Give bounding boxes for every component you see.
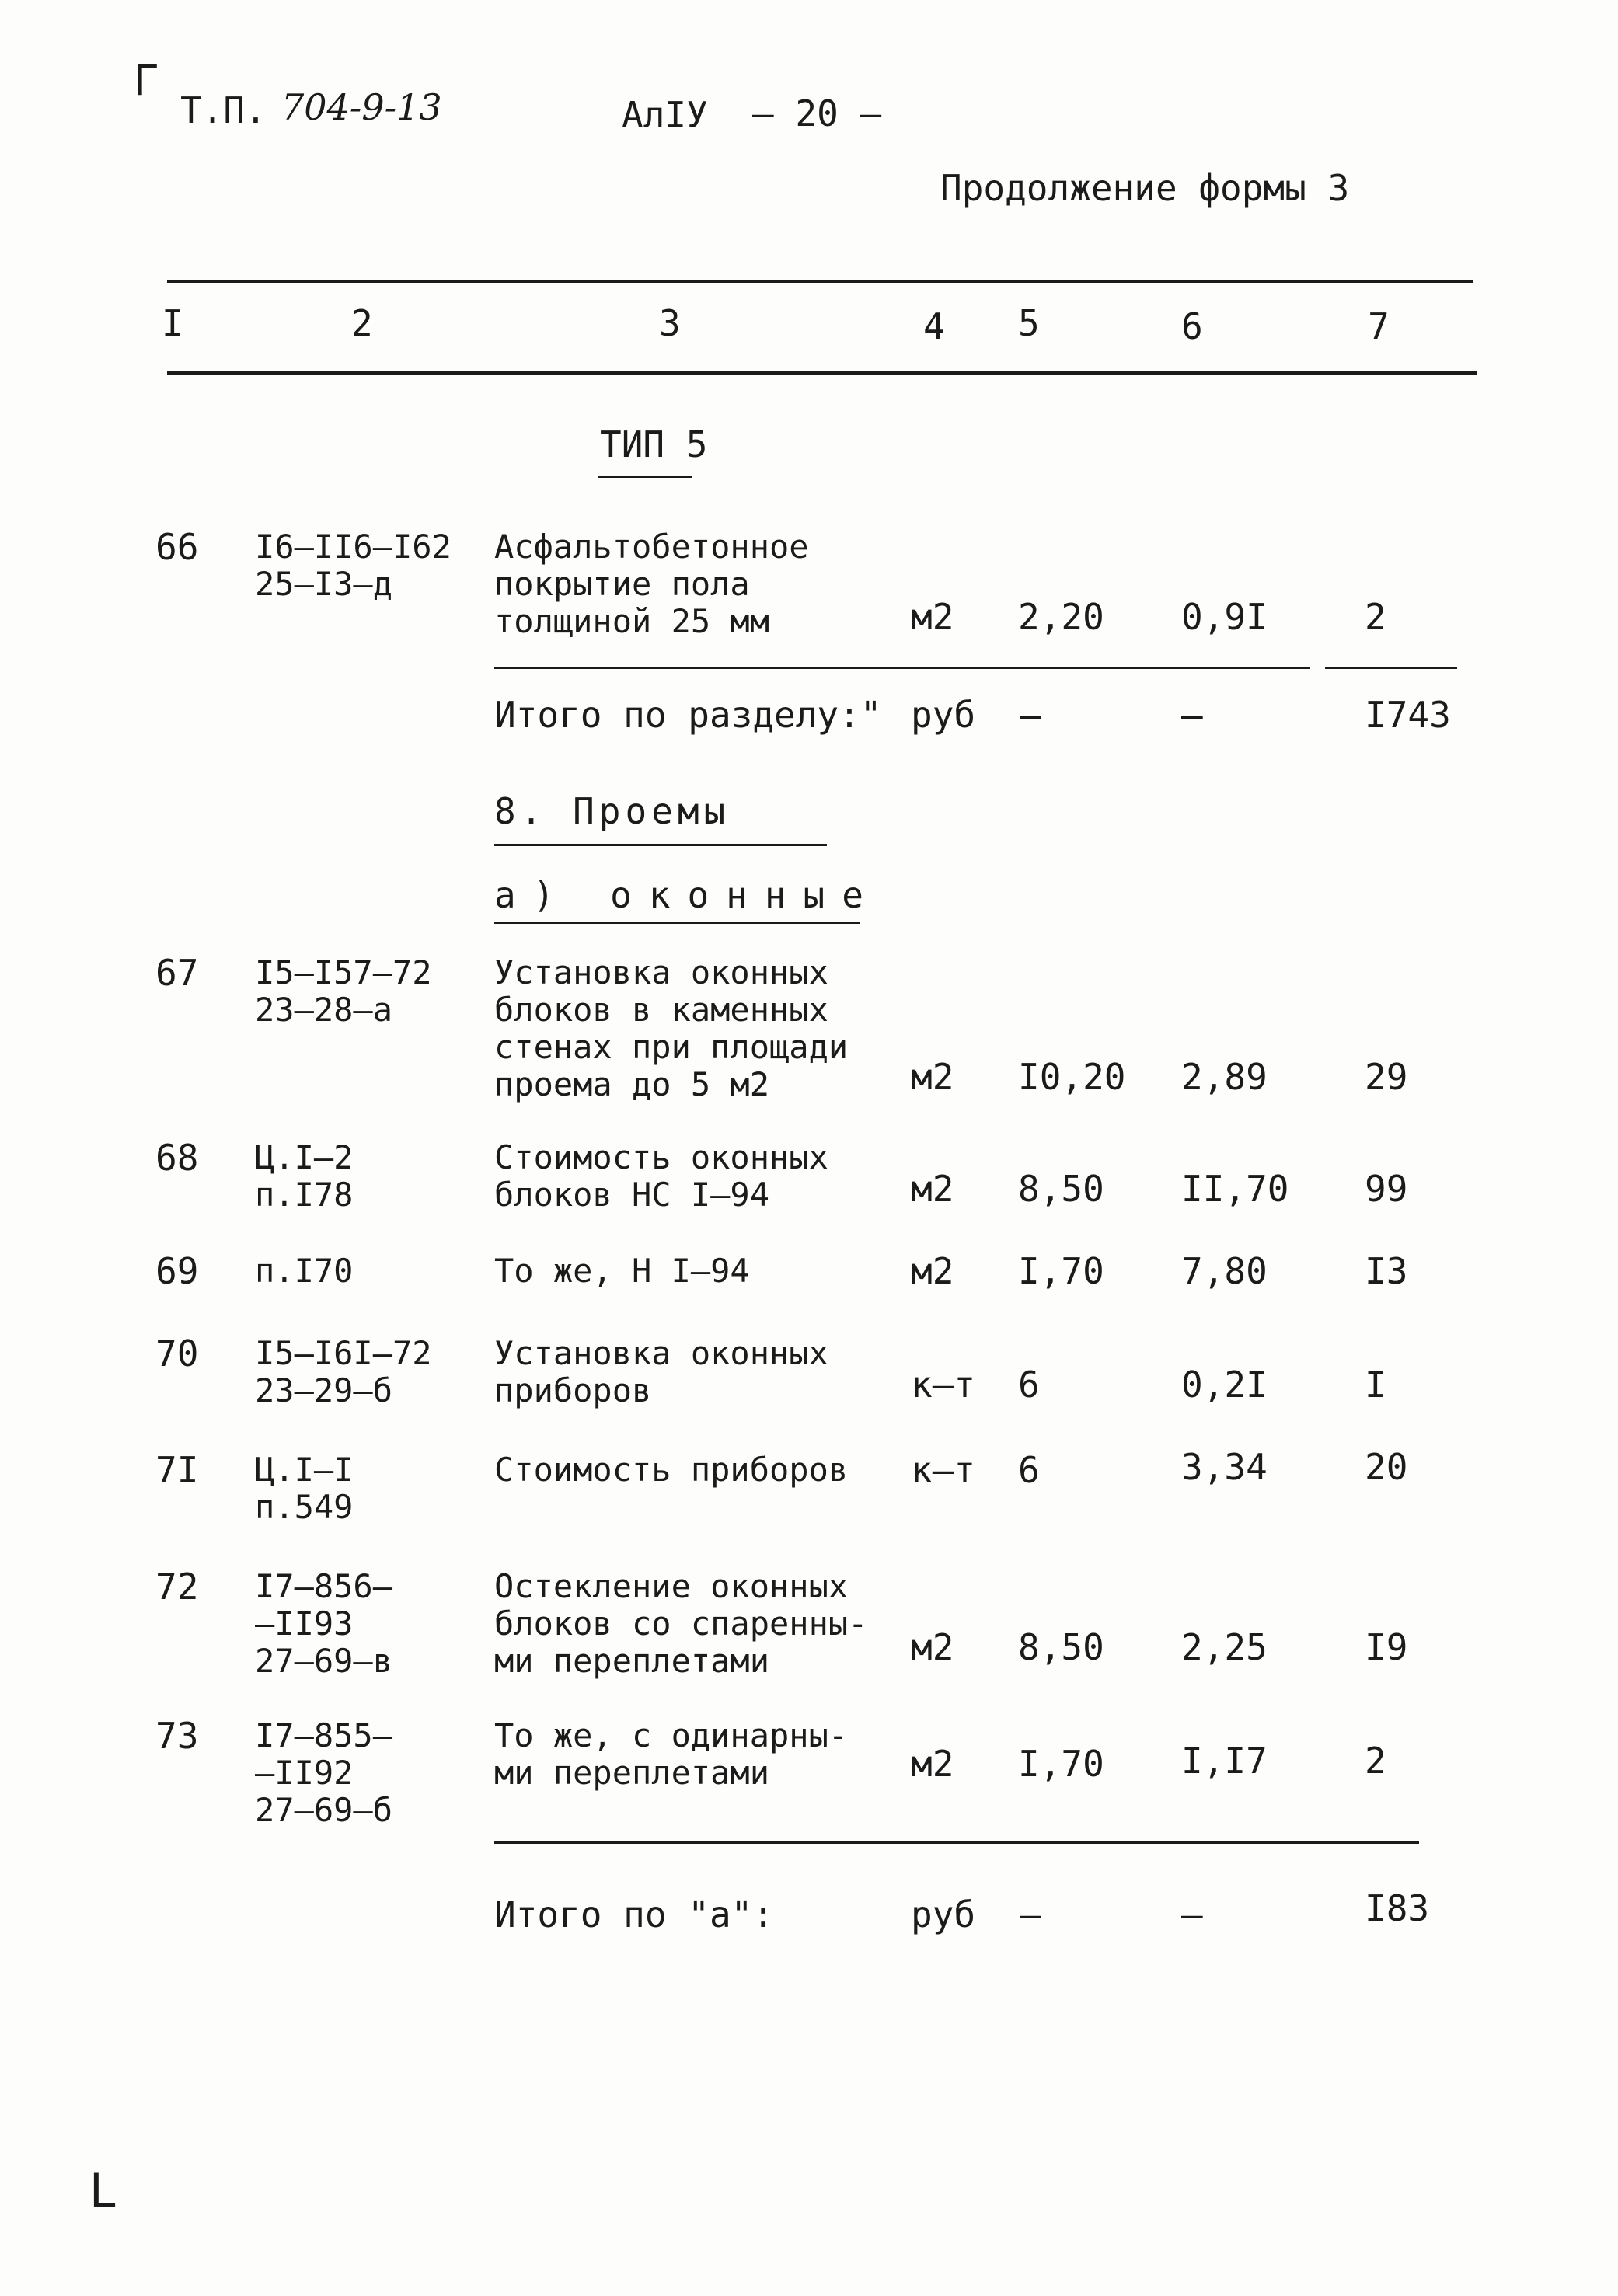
row-number: 68 — [155, 1137, 199, 1179]
subtotal-total: I743 — [1365, 694, 1451, 736]
subtotal-qty: – — [1020, 1894, 1041, 1935]
unit-price: 3,34 — [1181, 1446, 1268, 1488]
row-number: 69 — [155, 1250, 199, 1292]
subtotal-label: Итого по "а": — [494, 1894, 775, 1935]
price-code: Ц.I–I п.549 — [255, 1451, 354, 1526]
unit-price: 2,89 — [1181, 1056, 1268, 1098]
subtotal-rule-1b — [1325, 667, 1457, 669]
subtotal-label: Итого по разделу:" — [494, 694, 882, 736]
unit-price: 2,25 — [1181, 1626, 1268, 1668]
work-description: Установка оконных блоков в каменных стенах при площади проема до 5 м2 — [494, 953, 849, 1103]
subtotal-rule-2 — [494, 1841, 1419, 1844]
row-number: 70 — [155, 1333, 199, 1374]
col-header-1: I — [162, 302, 183, 344]
section-title-underline — [494, 844, 827, 846]
unit: м2 — [911, 1743, 954, 1785]
col-header-2: 2 — [351, 302, 373, 344]
subtotal-price: – — [1181, 1894, 1203, 1935]
price-code: I5–I6I–72 23–29–б — [255, 1334, 432, 1409]
corner-mark-bottom: L — [89, 2164, 116, 2218]
subtotal-qty: – — [1020, 694, 1041, 736]
unit: к–т — [911, 1364, 976, 1406]
total-cost: 29 — [1365, 1056, 1408, 1098]
subtotal-unit: руб — [911, 694, 976, 736]
col-header-6: 6 — [1181, 305, 1203, 347]
type-heading: ТИП 5 — [600, 423, 708, 465]
type-heading-underline — [598, 476, 692, 478]
corner-mark-top: Г — [134, 56, 159, 105]
work-description: Остекление оконных блоков со спаренны- ми переплетами — [494, 1567, 868, 1680]
price-code: I7–855– –II92 27–69–б — [255, 1716, 393, 1829]
unit: м2 — [911, 1250, 954, 1292]
work-description: Асфальтобетонное покрытие пола толщиной 25 мм — [494, 528, 809, 640]
price-code: I6–II6–I62 25–I3–д — [255, 528, 452, 603]
page-number: — 20 — — [752, 92, 882, 134]
unit: м2 — [911, 1168, 954, 1210]
price-code: I7–856– –II93 27–69–в — [255, 1567, 393, 1680]
subsection-title: а) оконные — [494, 874, 880, 916]
work-description: Стоимость приборов — [494, 1451, 849, 1489]
quantity: 8,50 — [1018, 1626, 1104, 1668]
row-number: 72 — [155, 1566, 199, 1608]
col-header-5: 5 — [1018, 302, 1040, 344]
total-cost: 99 — [1365, 1168, 1408, 1210]
doc-number: 704-9-13 — [281, 86, 442, 128]
quantity: 2,20 — [1018, 596, 1104, 638]
doc-prefix: Т.П. — [180, 89, 267, 131]
quantity: I0,20 — [1018, 1056, 1126, 1098]
unit: к–т — [911, 1449, 976, 1491]
price-code: I5–I57–72 23–28–а — [255, 953, 432, 1029]
quantity: 6 — [1018, 1449, 1040, 1491]
unit-price: 0,9I — [1181, 596, 1268, 638]
unit-price: 0,2I — [1181, 1364, 1268, 1406]
unit-price: II,70 — [1181, 1168, 1289, 1210]
album-code: АлIУ — [622, 94, 708, 136]
subtotal-total: I83 — [1365, 1887, 1430, 1929]
subsection-title-underline — [494, 922, 860, 924]
continuation-label: Продолжение формы 3 — [940, 167, 1350, 209]
unit-price: 7,80 — [1181, 1250, 1268, 1292]
header-top-rule — [167, 280, 1473, 283]
row-number: 66 — [155, 526, 199, 568]
unit: м2 — [911, 1056, 954, 1098]
quantity: 6 — [1018, 1364, 1040, 1406]
section-title: 8. Проемы — [494, 790, 731, 832]
work-description: То же, с одинарны- ми переплетами — [494, 1716, 849, 1792]
col-header-3: 3 — [659, 302, 681, 344]
price-code: п.I70 — [255, 1252, 354, 1290]
row-number: 7I — [155, 1449, 199, 1491]
total-cost: 2 — [1365, 1740, 1386, 1782]
row-number: 67 — [155, 952, 199, 994]
subtotal-rule-1 — [494, 667, 1310, 669]
quantity: I,70 — [1018, 1250, 1104, 1292]
col-header-4: 4 — [923, 305, 945, 347]
total-cost: I — [1365, 1364, 1386, 1406]
unit: м2 — [911, 596, 954, 638]
subtotal-unit: руб — [911, 1894, 976, 1935]
work-description: Стоимость оконных блоков НС I–94 — [494, 1138, 828, 1214]
total-cost: 2 — [1365, 596, 1386, 638]
work-description: То же, Н I–94 — [494, 1252, 750, 1290]
unit: м2 — [911, 1626, 954, 1668]
total-cost: 20 — [1365, 1446, 1408, 1488]
work-description: Установка оконных приборов — [494, 1334, 828, 1409]
subtotal-price: – — [1181, 694, 1203, 736]
quantity: I,70 — [1018, 1743, 1104, 1785]
total-cost: I9 — [1365, 1626, 1408, 1668]
row-number: 73 — [155, 1715, 199, 1757]
unit-price: I,I7 — [1181, 1740, 1268, 1782]
col-header-7: 7 — [1368, 305, 1390, 347]
total-cost: I3 — [1365, 1250, 1408, 1292]
price-code: Ц.I–2 п.I78 — [255, 1138, 354, 1214]
header-bottom-rule — [167, 371, 1477, 375]
quantity: 8,50 — [1018, 1168, 1104, 1210]
